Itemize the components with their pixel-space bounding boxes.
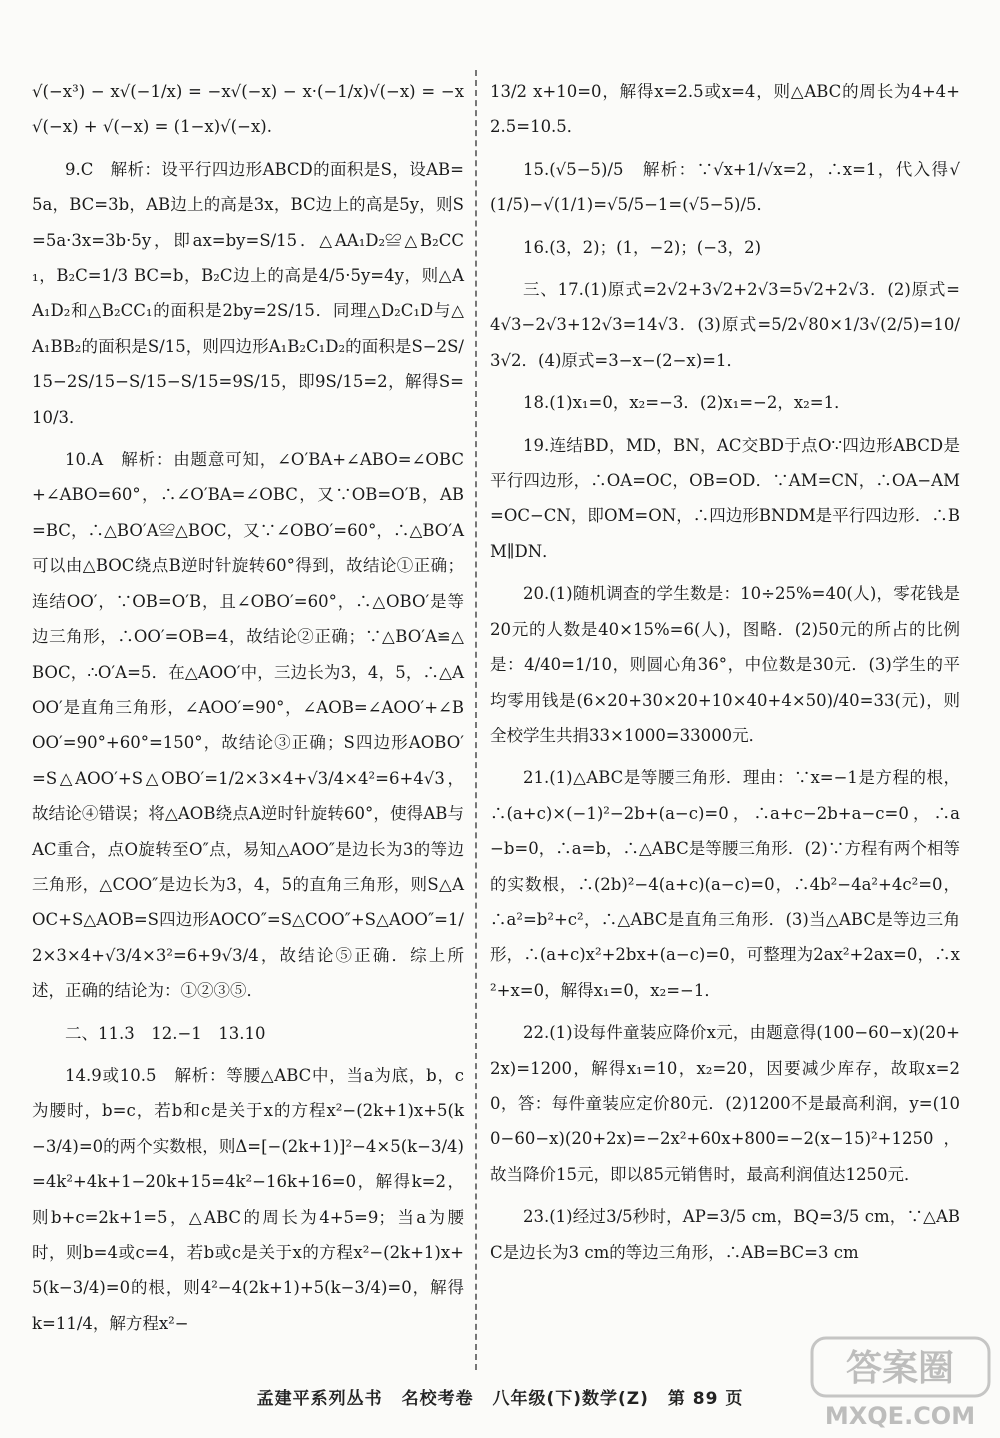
watermark-logo — [808, 1332, 993, 1432]
answer-21: 21.(1)△ABC是等腰三角形．理由：∵x=−1是方程的根，∴(a+c)×(−1)²−2b+(a−c)=0，∴a+c−2b+a−c=0，∴a−b=0，∴a=b，∴△ABC是等腰三角形．(2)∵方程有两个相等的实数根，∴(2b)²−4(a+c)(a−c)=0，∴4b²−4a²+4c²=0，∴a²=b²+c²，∴△ABC是直角三角形．(3)当△ABC是等边三角形，∴(a+c)x²+2bx+(a−c)=0，可整理为2ax²+2ax=0，∴x²+x=0，解得x₁=0，x₂=−1． — [490, 768, 960, 1000]
answer-16: 16.(3，2)；(1，−2)；(−3，2) — [523, 237, 762, 257]
answer-11-13: 二、11.3 12.−1 13.10 — [65, 1023, 266, 1043]
answer-9: 9.C 解析：设平行四边形ABCD的面积是S，设AB=5a，BC=3b，AB边上的高是3x，BC边上的高是5y，则S=5a·3x=3b·5y，即ax=by=S/15．△AA₁D₂≌△B₂CC₁，B₂C=1/3 BC=b，B₂C边上的高是4/5·5y=4y，则△AA₁D₂和△B₂CC₁的面积是2by=2S/15．同理△D₂C₁D与△A₁BB₂的面积是S/15，则四边形A₁B₂C₁D₂的面积是S−2S/15−2S/15−S/15−S/15=9S/15，即9S/15=2，解得S=10/3． — [32, 159, 464, 427]
answer-19: 19.连结BD，MD，BN，AC交BD于点O∵四边形ABCD是平行四边形，∴OA=OC，OB=OD．∵AM=CN，∴OA−AM=OC−CN，即OM=ON，∴四边形BNDM是平行四边形．∴BM∥DN． — [490, 435, 960, 561]
answer-22: 22.(1)设每件童装应降价x元，由题意得(100−60−x)(20+2x)=1200，解得x₁=10，x₂=20，因要减少库存，故取x=20，答：每件童装应定价80元．(2)1200不是最高利润，y=(100−60−x)(20+2x)=−2x²+60x+800=−2(x−15)²+1250，故当降价15元，即以85元销售时，最高利润值达1250元． — [490, 1023, 960, 1184]
answer-14: 14.9或10.5 解析：等腰△ABC中，当a为底，b，c为腰时，b=c，若b和c是关于x的方程x²−(2k+1)x+5(k−3/4)=0的两个实数根，则Δ=[−(2k+1)]²−4×5(k−3/4)=4k²+4k+1−20k+15=4k²−16k+16=0，解得k=2，则b+c=2k+1=5，△ABC的周长为4+5=9；当a为腰时，则b=4或c=4，若b或c是关于x的方程x²−(2k+1)x+5(k−3/4)=0的根，则4²−4(2k+1)+5(k−3/4)=0，解得k=11/4，解方程x²− — [32, 1065, 464, 1333]
column-divider — [475, 70, 477, 1370]
watermark-text: 答案圈 — [845, 1348, 955, 1389]
watermark-domain: MXQE.COM — [824, 1402, 976, 1430]
answer-14-tail: 13/2 x+10=0，解得x=2.5或x=4，则△ABC的周长为4+4+2.5=10.5． — [490, 82, 960, 137]
answer-23: 23.(1)经过3/5秒时，AP=3/5 cm，BQ=3/5 cm，∵△ABC是边长为3 cm的等边三角形，∴AB=BC=3 cm — [490, 1207, 960, 1262]
answer-20: 20.(1)随机调查的学生数是：10÷25%=40(人)，零花钱是20元的人数是40×15%=6(人)，图略．(2)50元的所占的比例是：4/40=1/10，则圆心角36°，中位数是30元．(3)学生的平均零用钱是(6×20+30×20+10×40+4×50)/40=33(元)，则全校学生共捐33×1000=33000元． — [490, 584, 960, 745]
left-column — [32, 74, 464, 1348]
right-column — [490, 74, 960, 1277]
footer-page-number: 第 89 页 — [667, 1389, 744, 1409]
footer-book: 名校考卷 — [401, 1389, 474, 1409]
answer-18: 18.(1)x₁=0，x₂=−3．(2)x₁=−2，x₂=1． — [523, 393, 851, 413]
answer-15: 15.(√5−5)/5 解析：∵√x+1/√x=2，∴x=1，代入得√(1/5)−√(1/1)=√5/5−1=(√5−5)/5． — [490, 159, 960, 215]
answer-8-tail: √(−x³) − x√(−1/x) = −x√(−x) − x·(−1/x)√(−x) = −x√(−x) + √(−x) = (1−x)√(−x). — [32, 82, 464, 137]
answer-17: 三、17.(1)原式=2√2+3√2+2√3=5√2+2√3．(2)原式=4√3−2√3+12√3=14√3．(3)原式=5/2√80×1/3√(2/5)=10/3√2．(4)原式=3−x−(2−x)=1． — [490, 280, 960, 370]
answer-10: 10.A 解析：由题意可知，∠O′BA+∠ABO=∠OBC+∠ABO=60°，∴∠O′BA=∠OBC，又∵OB=O′B，AB=BC，∴△BO′A≌△BOC，又∵∠OBO′=60°，∴△BO′A可以由△BOC绕点B逆时针旋转60°得到，故结论①正确；连结OO′，∵OB=O′B，且∠OBO′=60°，∴△OBO′是等边三角形，∴OO′=OB=4，故结论②正确；∵△BO′A≌△BOC，∴O′A=5．在△AOO′中，三边长为3，4，5，∴△AOO′是直角三角形，∠AOO′=90°，∠AOB=∠AOO′+∠BOO′=90°+60°=150°，故结论③正确；S四边形AOBO′=S△AOO′+S△OBO′=1/2×3×4+√3/4×4²=6+4√3，故结论④错误；将△AOB绕点A逆时针旋转60°，使得AB与AC重合，点O旋转至O″点，易知△AOO″是边长为3的等边三角形，△COO″是边长为3，4，5的直角三角形，则S△AOC+S△AOB=S四边形AOCO″=S△COO″+S△AOO″=1/2×3×4+√3/4×3²=6+9√3/4，故结论⑤正确．综上所述，正确的结论为：①②③⑤． — [32, 450, 464, 1001]
footer-grade: 八年级(下)数学(Z) — [492, 1389, 649, 1409]
footer-series: 孟建平系列丛书 — [256, 1389, 383, 1409]
